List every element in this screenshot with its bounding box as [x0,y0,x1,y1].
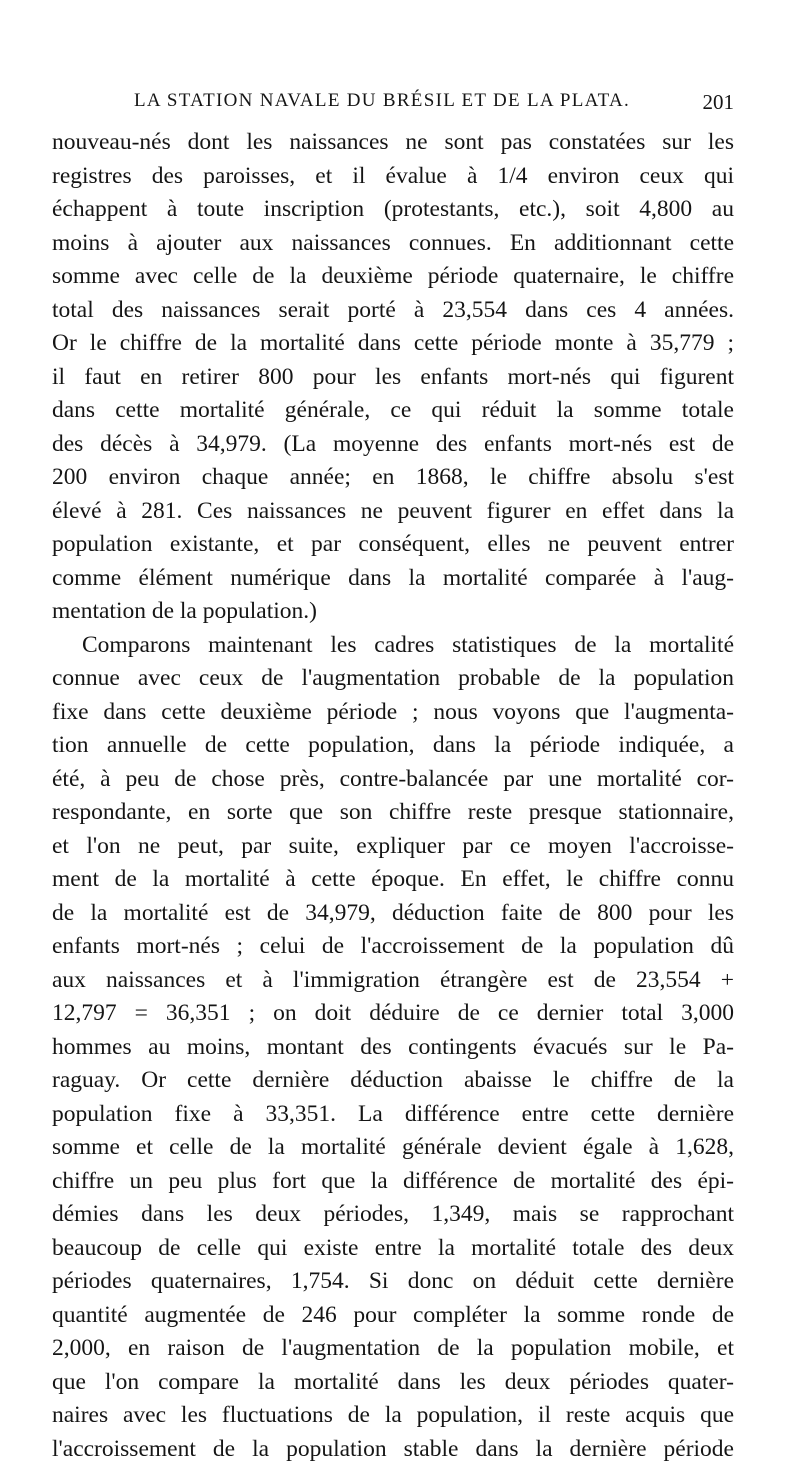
text-line: beaucoup de celle qui existe entre la mortalité totale des deux [52,1234,734,1261]
text-line: démies dans les deux périodes, 1,349, mais se rapprochant [52,1201,734,1227]
text-line: hommes au moins, montant des contingents évacués sur le Pa- [52,1033,734,1060]
text-line: connue avec ceux de l'augmentation probable de la population [52,665,734,691]
text-line: chiffre un peu plus fort que la différence de mortalité des épi- [52,1167,734,1194]
text-line: 12,797 = 36,351 ; on doit déduire de ce dernier total 3,000 [52,1000,734,1026]
text-line: registres des paroisses, et il évalue à 1/4 environ ceux qui [52,162,734,189]
text-line: dans cette mortalité générale, ce qui réduit la somme totale [52,397,734,423]
text-line: population fixe à 33,351. La différence entre cette dernière [52,1100,734,1127]
text-line: comme élément numérique dans la mortalité comparée à l'aug- [52,564,734,591]
text-line: 2,000, en raison de l'augmentation de la population mobile, et [52,1335,734,1361]
text-line: population existante, et par conséquent, elles ne peuvent entrer [52,531,734,557]
text-line: moins à ajouter aux naissances connues. En additionnant cette [52,229,734,256]
text-line: enfants mort-nés ; celui de l'accroissement de la population dû [52,933,734,959]
body-text [52,126,734,1466]
paragraph-start-line: Comparons maintenant les cadres statistiques de la mortalité [82,631,734,658]
page-header [134,90,734,120]
text-line: naires avec les fluctuations de la population, il reste acquis que [52,1402,734,1428]
text-line: total des naissances serait porté à 23,554 dans ces 4 années. [52,296,734,323]
text-line: des décès à 34,979. (La moyenne des enfants mort-nés est de [52,430,734,457]
text-line: été, à peu de chose près, contre-balancée par une mortalité cor- [52,765,734,792]
text-line: et l'on ne peut, par suite, expliquer par ce moyen l'accroisse- [52,832,734,859]
text-line: somme et celle de la mortalité générale devient égale à 1,628, [52,1134,734,1160]
text-line: élevé à 281. Ces naissances ne peuvent figurer en effet dans la [52,497,734,524]
text-line: ment de la mortalité à cette époque. En effet, le chiffre connu [52,866,734,892]
paragraph-end-line: mentation de la population.) [52,598,317,624]
text-line: de la mortalité est de 34,979, déduction faite de 800 pour les [52,899,734,926]
text-line: l'accroissement de la population stable dans la dernière période [52,1435,734,1462]
text-line: quantité augmentée de 246 pour compléter la somme ronde de [52,1301,734,1328]
text-line: raguay. Or cette dernière déduction abaisse le chiffre de la [52,1067,734,1093]
text-line: périodes quaternaires, 1,754. Si donc on déduit cette dernière [52,1268,734,1294]
running-title: LA STATION NAVALE DU BRÉSIL ET DE LA PLATA. [134,90,631,111]
text-line: somme avec celle de la deuxième période quaternaire, le chiffre [52,263,734,289]
text-line: il faut en retirer 800 pour les enfants mort-nés qui figurent [52,363,734,390]
text-line: aux naissances et à l'immigration étrangère est de 23,554 + [52,966,734,993]
text-line: Or le chiffre de la mortalité dans cette période monte à 35,779 ; [52,330,734,356]
text-line: respondante, en sorte que son chiffre reste presque stationnaire, [52,799,734,825]
text-line: que l'on compare la mortalité dans les deux périodes quater- [52,1368,734,1395]
text-line: échappent à toute inscription (protestants, etc.), soit 4,800 au [52,196,734,222]
text-line: fixe dans cette deuxième période ; nous voyons que l'augmenta- [52,698,734,725]
text-line: 200 environ chaque année; en 1868, le chiffre absolu s'est [52,464,734,490]
page-number: 201 [702,90,734,114]
text-line: nouveau-nés dont les naissances ne sont pas constatées sur les [52,129,734,155]
text-line: tion annuelle de cette population, dans la période indiquée, a [52,732,734,758]
